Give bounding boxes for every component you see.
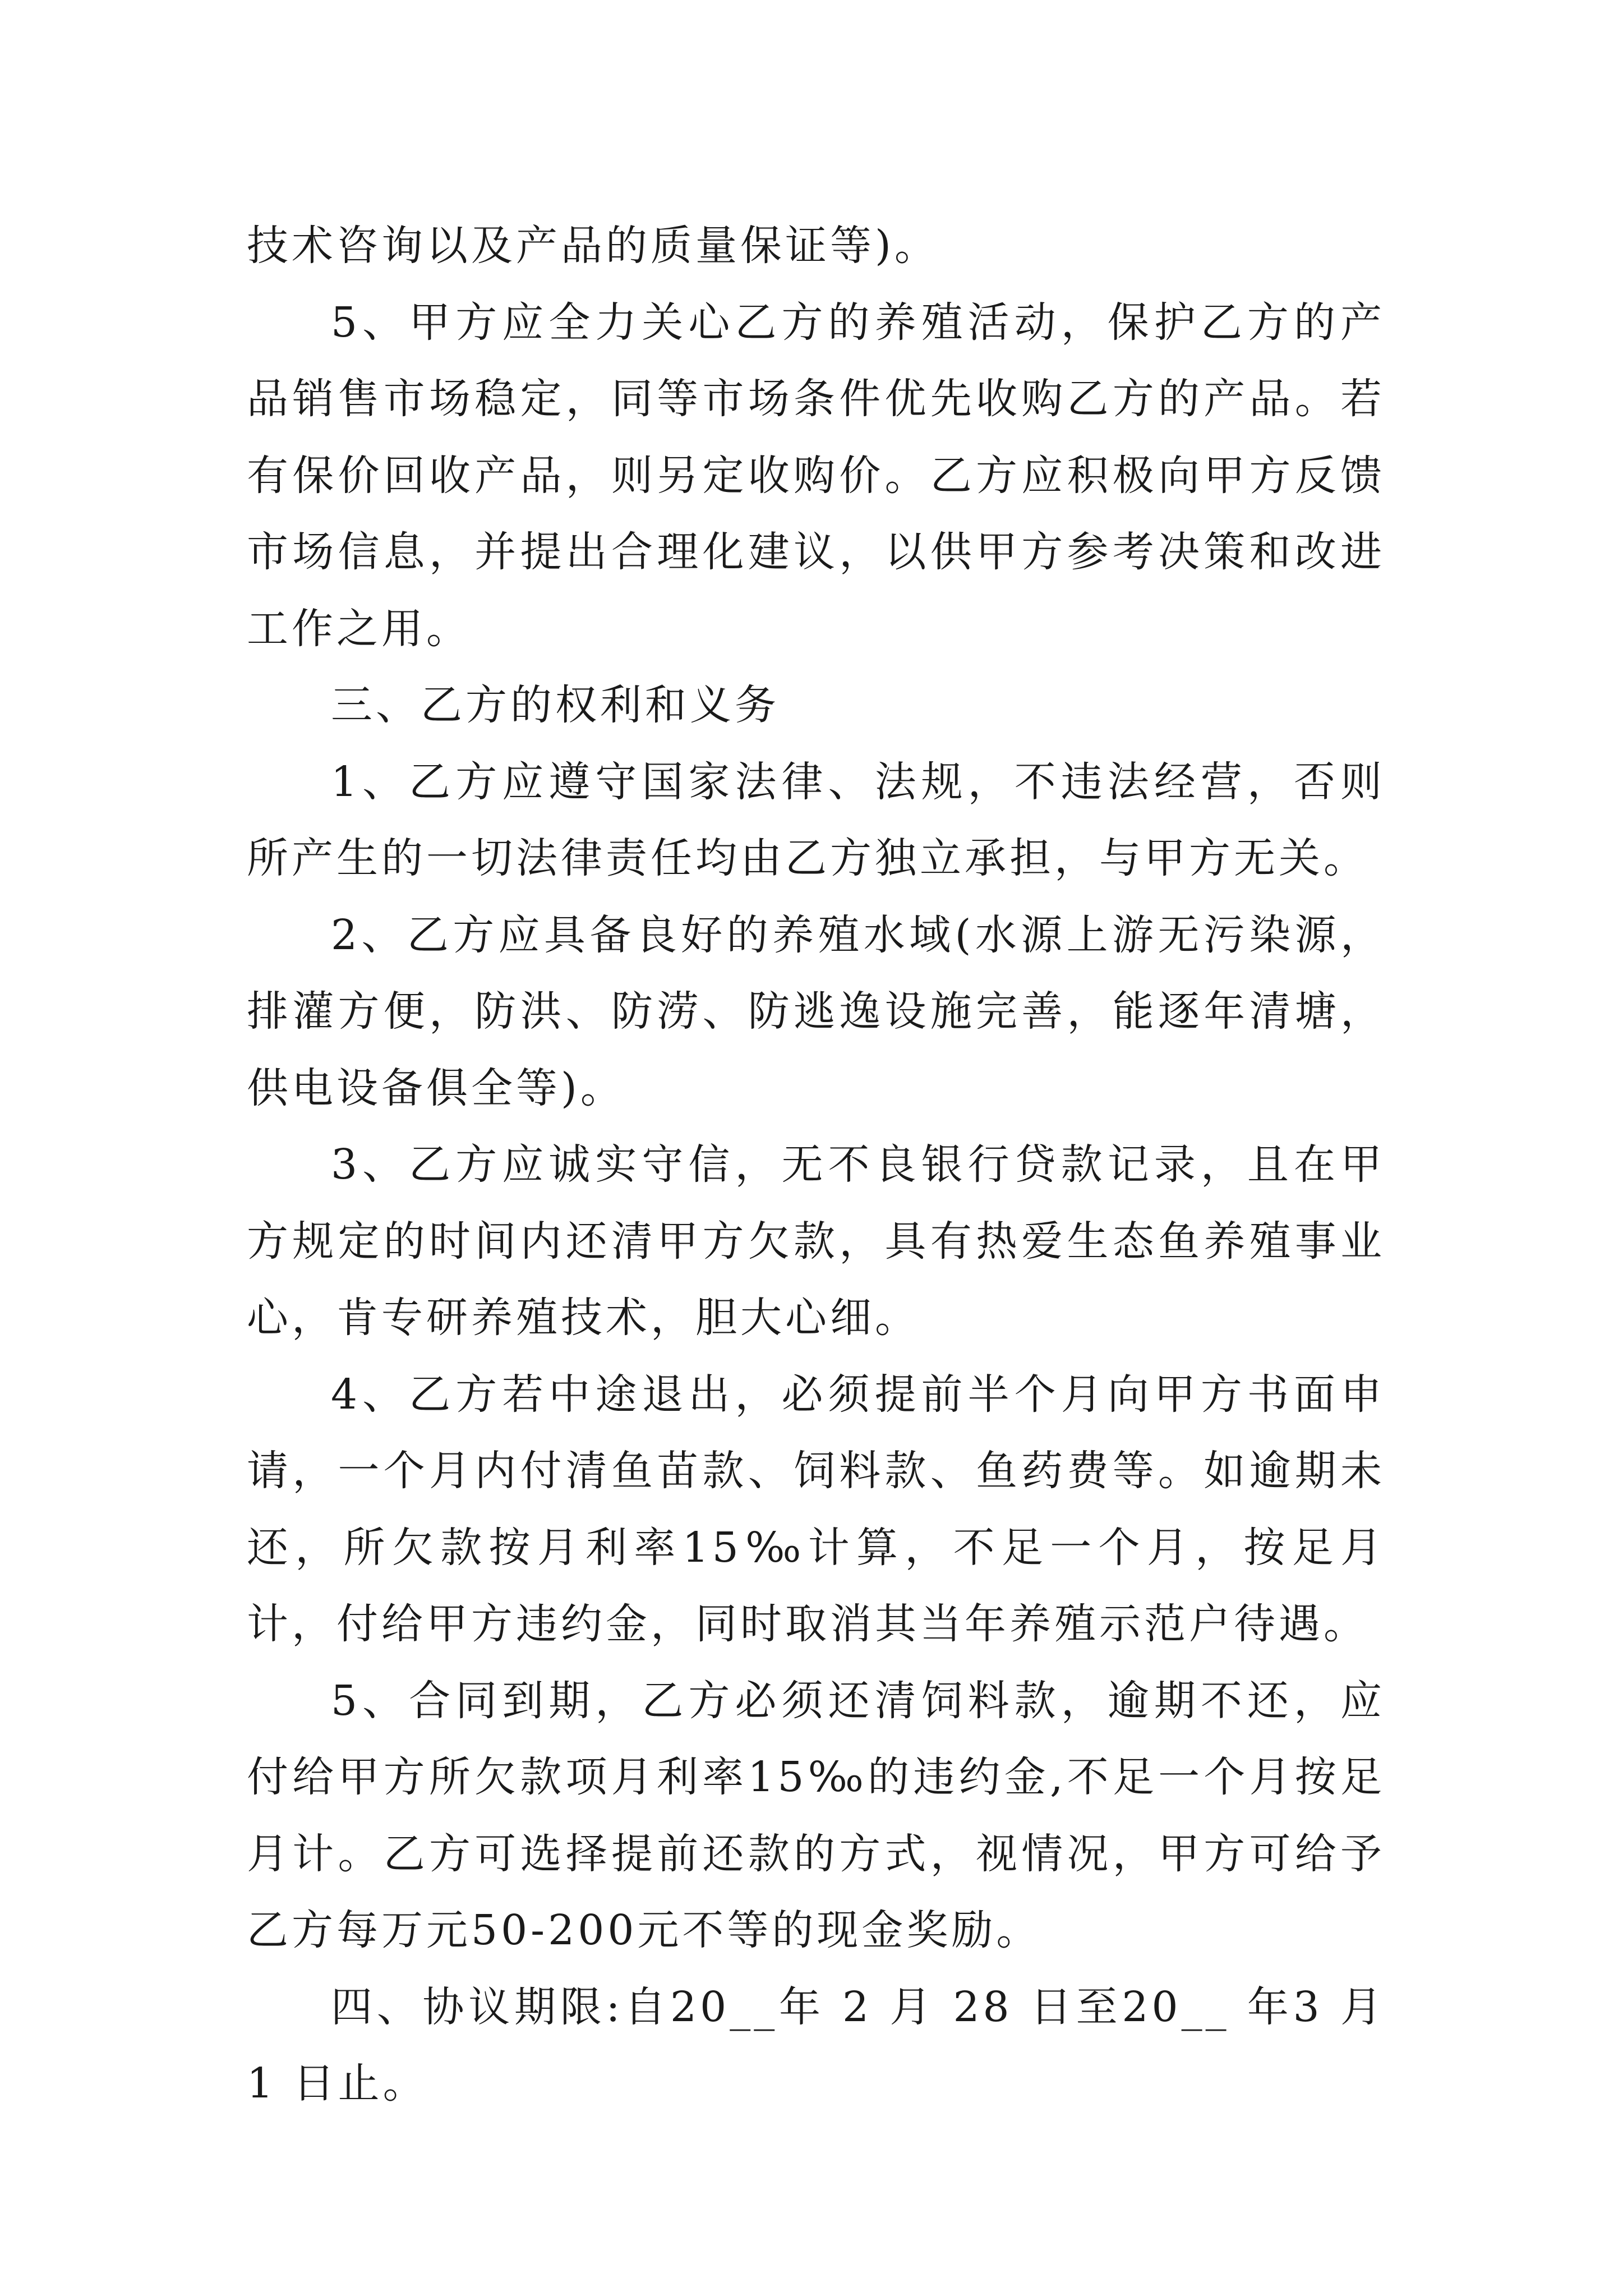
- section-heading-party-b-rights: 三、乙方的权利和义务: [331, 681, 780, 729]
- paragraph-continuation: 技术咨询以及产品的质量保证等)。: [247, 222, 939, 270]
- paragraph-party-b-clause-2: 2、乙方应具备良好的养殖水域(水源上游无污染源，排灌方便，防洪、防涝、防逃逸设施完善，能逐年清塘，供电设备俱全等)。: [247, 910, 1385, 1112]
- paragraph-party-b-clause-5: 5、合同到期，乙方必须还清饲料款，逾期不还，应付给甲方所欠款项月利率15‰的违约金,不足一个月按足月计。乙方可选择提前还款的方式，视情况，甲方可给予乙方每万元50-200元不等的现金奖励。: [247, 1676, 1385, 1954]
- paragraph-party-b-clause-1: 1、乙方应遵守国家法律、法规，不违法经营，否则所产生的一切法律责任均由乙方独立承担，与甲方无关。: [247, 757, 1385, 882]
- paragraph-party-b-clause-3: 3、乙方应诚实守信，无不良银行贷款记录，且在甲方规定的时间内还清甲方欠款，具有热爱生态鱼养殖事业心，肯专研养殖技术，胆大心细。: [247, 1140, 1385, 1342]
- paragraph-party-a-clause-5: 5、甲方应全力关心乙方的养殖活动，保护乙方的产品销售市场稳定，同等市场条件优先收购乙方的产品。若有保价回收产品，则另定收购价。乙方应积极向甲方反馈市场信息，并提出合理化建议，以供甲方参考决策和改进工作之用。: [247, 298, 1385, 653]
- paragraph-party-b-clause-4: 4、乙方若中途退出，必须提前半个月向甲方书面申请，一个月内付清鱼苗款、饲料款、鱼药费等。如逾期未还，所欠款按月利率15‰计算，不足一个月，按足月计，付给甲方违约金，同时取消其当年养殖示范户待遇。: [247, 1370, 1385, 1648]
- document-body: [247, 208, 1385, 2122]
- section-heading-agreement-term: 四、协议期限:自20__年 2 月 28 日至20__ 年3 月 1 日止。: [247, 1982, 1385, 2108]
